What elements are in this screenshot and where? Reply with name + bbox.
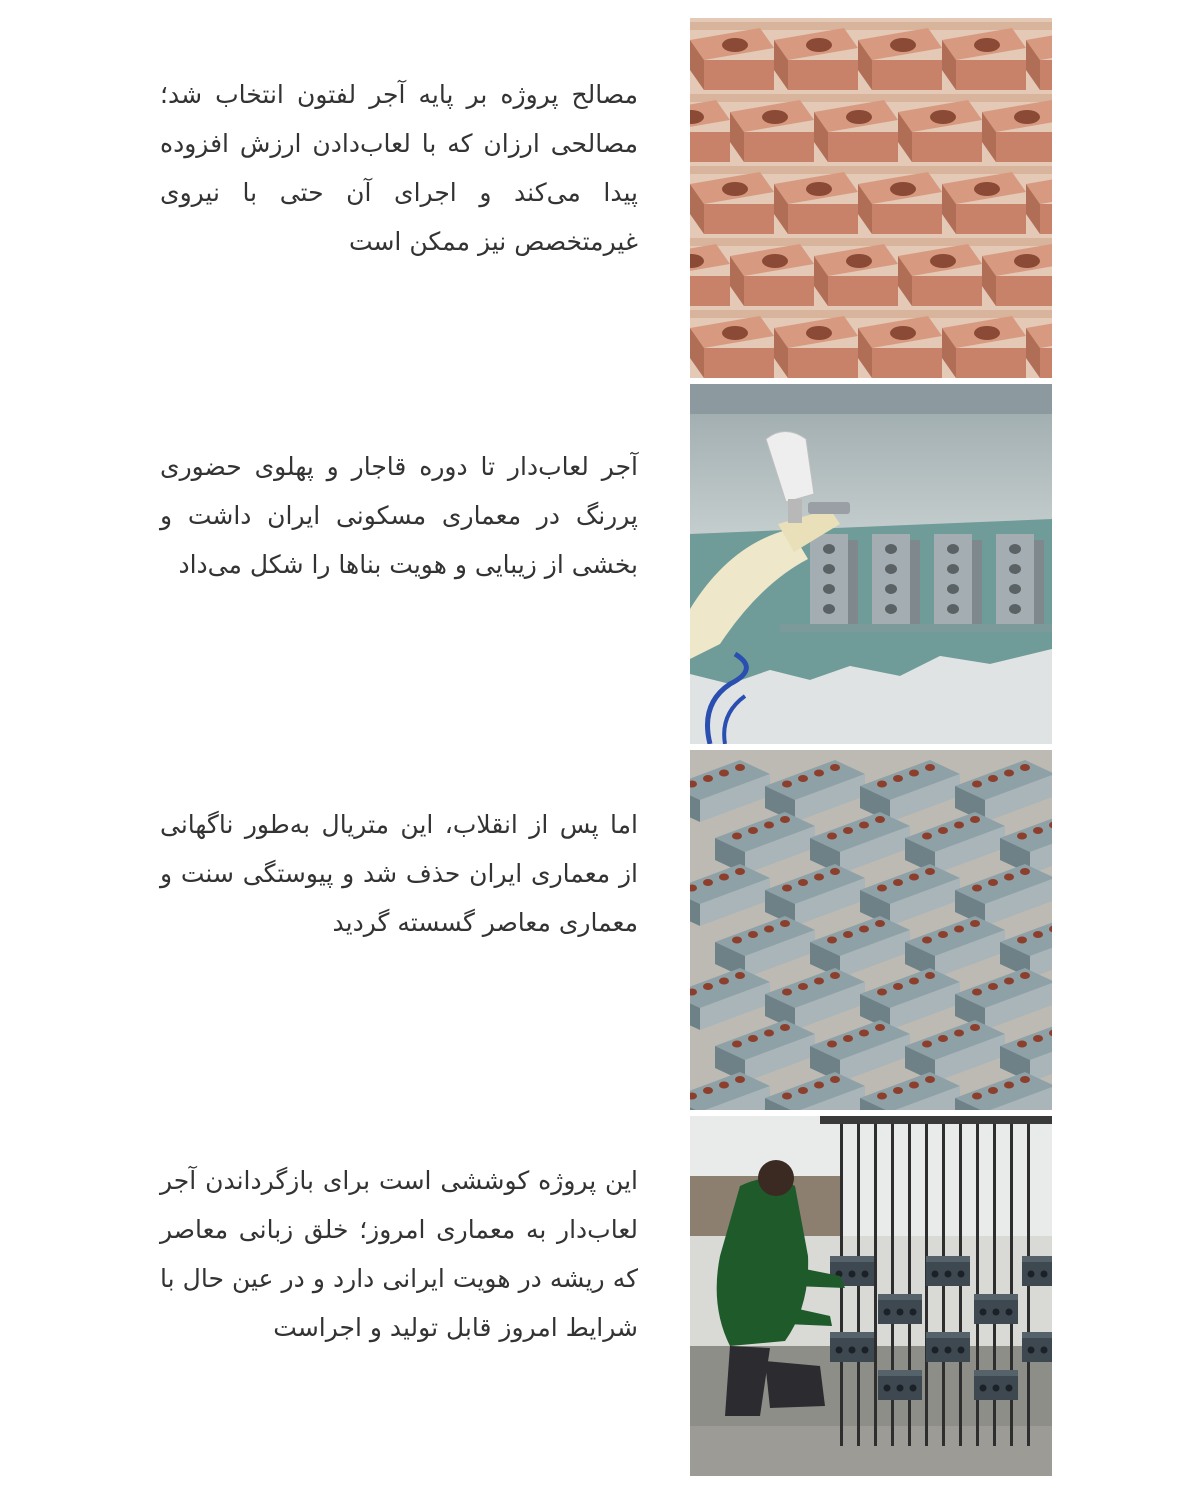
glazed-bricks-pile-photo	[690, 750, 1052, 1110]
bricklayer-construction-photo	[690, 1116, 1052, 1476]
section-2-text: آجر لعاب‌دار تا دوره قاجار و پهلوی حضوری پررنگ در معماری مسکونی ایران داشت و بخشی از زیبایی و هویت بناها را شکل می‌داد	[160, 452, 638, 579]
glaze-spraying-photo	[690, 384, 1052, 744]
section-2	[0, 384, 1200, 744]
stacked-bricks-photo	[690, 18, 1052, 378]
section-1	[0, 18, 1200, 378]
section-1-text: مصالح پروژه بر پایه آجر لفتون انتخاب شد؛ مصالحی ارزان که با لعاب‌دادن ارزش افزوده پیدا می‌کند و اجرای آن حتی با نیروی غیرمتخصص نیز ممکن است	[160, 80, 638, 256]
section-4	[0, 1116, 1200, 1476]
section-3-text: اما پس از انقلاب، این متریال به‌طور ناگهانی از معماری ایران حذف شد و پیوستگی سنت و معماری معاصر گسسته گردید	[160, 810, 638, 937]
section-3	[0, 750, 1200, 1110]
section-4-text: این پروژه کوششی است برای بازگرداندن آجر لعاب‌دار به معماری امروز؛ خلق زبانی معاصر که ریشه در هویت ایرانی دارد و در عین حال با شرایط امروز قابل تولید و اجراست	[160, 1166, 638, 1342]
